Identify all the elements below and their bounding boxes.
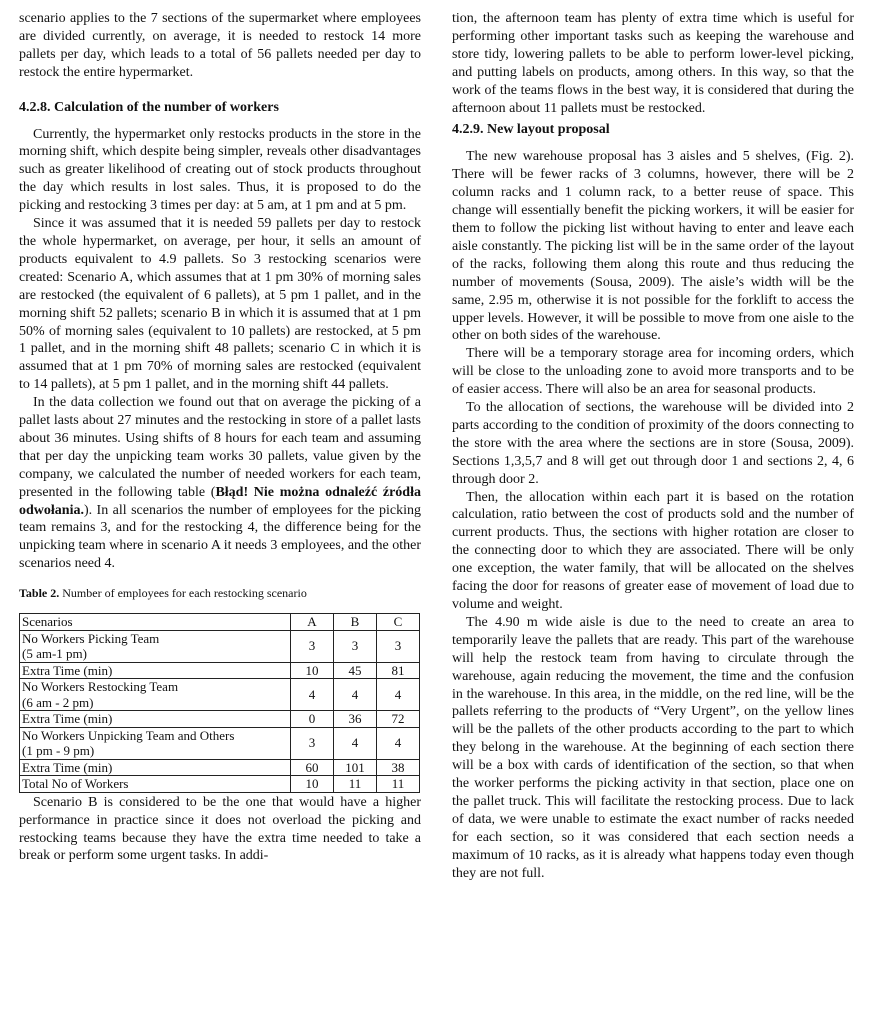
table-row (20, 679, 420, 711)
table-header-cell: A (291, 614, 334, 631)
table-cell: 4 (377, 727, 420, 759)
table-cell: 4 (291, 679, 334, 711)
table-cell: 3 (334, 630, 377, 662)
table-row (20, 759, 420, 776)
table-row-label: Total No of Workers (20, 776, 291, 793)
table-cell: 45 (334, 662, 377, 679)
table-row-label: No Workers Picking Team (5 am-1 pm) (20, 630, 291, 662)
table-cell: 4 (334, 679, 377, 711)
table-row (20, 727, 420, 759)
table-row (20, 662, 420, 679)
table-cell: 60 (291, 759, 334, 776)
table-row (20, 630, 420, 662)
table-cell: 4 (377, 679, 420, 711)
paragraph: Currently, the hypermarket only restocks products in the store in the morning shift, which despite being simpler, reveals other disadvantages such as greater likelihood of creating out of stock products throughout the day which results in lost sales. Thus, it is proposed to do the picking and restocking 3 times per day: at 5 am, at 1 pm and at 5 pm. (19, 126, 421, 214)
paragraph-text: In the data collection we found out that on average the picking of a pallet lasts about 27 minutes and the restocking in store of a pallet lasts about 36 minutes. Using shifts of 8 hours for each team and assuming that per day the unpicking team works 30 pallets, value given by the company, we calculated the number of needed workers for each team, presented in the following table ( (19, 395, 421, 500)
table-cell: 4 (334, 727, 377, 759)
table-cell: 10 (291, 662, 334, 679)
table-cell: 38 (377, 759, 420, 776)
paragraph-text: ). In all scenarios the number of employees for the picking team remains 3, and for the restocking 4, the difference being for the unpicking team where in scenario A it needs 3 employees, and the other scenarios need 4. (19, 502, 421, 572)
table-row-label: Extra Time (min) (20, 711, 291, 728)
table-cell: 72 (377, 711, 420, 728)
table-cell: 3 (377, 630, 420, 662)
table-caption-label: Table 2. (19, 586, 60, 601)
table-cell: 10 (291, 776, 334, 793)
right-column (452, 10, 854, 883)
employees-table-body (20, 614, 420, 793)
table-header-cell: Scenarios (20, 614, 291, 631)
table-cell: 3 (291, 727, 334, 759)
paragraph (19, 394, 421, 573)
table-header-row (20, 614, 420, 631)
paragraph: Since it was assumed that it is needed 59 pallets per day to restock the whole hypermarket, on average, per hour, it sells an amount of products equivalent to 4.9 pallets. So 3 restocking scenarios were created: Scenario A, which assumes that at 1 pm 30% of morning sales are restocked (the equivalent of 6 pallets), at 5 pm 1 pallet, and in the morning shift 52 pallets; scenario B in which it is assumed that at 1 pm 50% of morning sales (equivalent to 10 pallets) are restocked, at 5 pm 1 pallet, and in the morning shift 48 pallets; scenario C in which it is assumed that at 1 pm 70% of morning sales are restocked (equivalent to 14 pallets), at 5 pm 1 pallet, and in the morning shift 44 pallets. (19, 216, 421, 393)
paragraph: To the allocation of sections, the warehouse will be divided into 2 parts according to the condition of proximity of the doors connecting to the store with the area where the sections are in store (Sousa, 2009). Sections 1,3,5,7 and 8 will get out through door 1 and sections 2, 4, 6 through door 2. (452, 400, 854, 487)
reference-error: Błąd! Nie można odnaleźć źródła odwołania. (19, 484, 421, 518)
table-row-label: No Workers Restocking Team (6 am - 2 pm) (20, 679, 291, 711)
table-cell: 101 (334, 759, 377, 776)
table-header-cell: C (377, 614, 420, 631)
paragraph: Scenario B is considered to be the one that would have a higher performance in practice since it does not overload the picking and restocking teams because they have the extra time needed to take a break or perform some urgent tasks. In addi- (19, 794, 421, 864)
paragraph: Then, the allocation within each part it is based on the rotation calculation, ratio between the cost of products sold and the number of current products. Thus, the sections with higher rotation are closer to the connecting door to which they are associated. There will be only one exception, the water family, that will be allocated on the shelves facing the door for reasons of greater ease of movement of load due to volume and weight. (452, 489, 854, 612)
table-cell: 81 (377, 662, 420, 679)
table-row (20, 776, 420, 793)
table-cell: 0 (291, 711, 334, 728)
table-header-cell: B (334, 614, 377, 631)
paragraph: The 4.90 m wide aisle is due to the need to create an area to temporarily leave the pallets that are ready. This part of the warehouse will help the restock team from having to circulate through the warehouse, again reducing the movement, the time and the confusion in the warehouse. In this area, in the middle, on the red line, will be the pallets referring to the products of “Very Urgent”, on the yellow lines will be the pallets of the other products according to the part to which they belong in the warehouse. At the beginning of each section there will be a box with cards of identification of the section, so that when the worker performs the picking activity in that section, place one on the pallet truck. This will facilitate the restocking process. Due to lack of data, we were unable to estimate the exact number of racks needed for each section, so it was considered that each section needs a maximum of 10 racks, as it is already what happens today even though they are not full. (452, 614, 854, 881)
paragraph: The new warehouse proposal has 3 aisles and 5 shelves, (Fig. 2). There will be fewer racks of 3 columns, however, there will be 2 column racks and 1 column rack, to a better reuse of space. This change will essentially benefit the picking workers, it will be easier for them to follow the picking list without having to enter and leave each aisle constantly. The picking list will be in the same order of the layout of the racks, following them along this route and thus reducing the number of movements (Sousa, 2009). The aisle’s width will be the same, 2.95 m, otherwise it is not possible for the forklift to access the upper levels. However, it will be possible to move from one aisle to the other on both sides of the warehouse. (452, 149, 854, 344)
left-column (19, 10, 421, 865)
table-cell: 36 (334, 711, 377, 728)
table-row-label: Extra Time (min) (20, 662, 291, 679)
table-row-label: Extra Time (min) (20, 759, 291, 776)
table-cell: 11 (334, 776, 377, 793)
table-row-label: No Workers Unpicking Team and Others (1 pm - 9 pm) (20, 727, 291, 759)
section-heading: 4.2.9. New layout proposal (452, 122, 610, 138)
section-heading: 4.2.8. Calculation of the number of workers (19, 99, 279, 115)
table-caption (19, 586, 421, 601)
paragraph: scenario applies to the 7 sections of the supermarket where employees are divided currently, on average, it is needed to restock 14 more pallets per day, which leads to a total of 56 pallets needed per day to restock the entire hypermarket. (19, 11, 421, 80)
table-cell: 3 (291, 630, 334, 662)
employees-table (19, 613, 420, 793)
table-row (20, 711, 420, 728)
paragraph: tion, the afternoon team has plenty of extra time which is useful for performing other important tasks such as keeping the warehouse and store tidy, lowering pallets to be able to perform lower-level picking, and putting labels on products, among others. In this way, so that the work of the teams flows in the best way, it is considered that during the afternoon about 11 pallets must be restocked. (452, 11, 854, 116)
paragraph: There will be a temporary storage area for incoming orders, which will be close to the unloading zone to avoid more transports and to be of easier access. There will also be an area for seasonal products. (452, 346, 854, 398)
table-cell: 11 (377, 776, 420, 793)
table-caption-text: Number of employees for each restocking scenario (59, 586, 307, 601)
